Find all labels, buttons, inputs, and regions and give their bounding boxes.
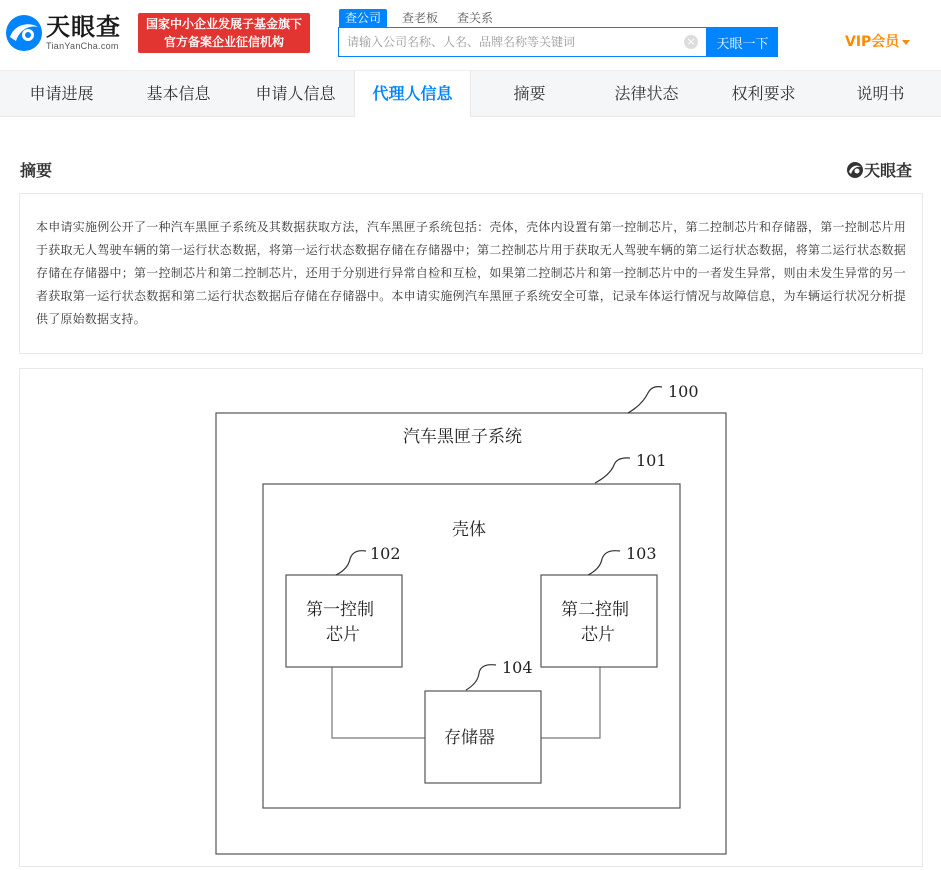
caret-down-icon [902, 40, 910, 45]
tab-application-progress[interactable]: 申请进展 [29, 84, 94, 103]
housing-ref-leader [595, 458, 630, 483]
memory-ref: 104 [502, 658, 533, 677]
system-ref-leader [628, 387, 662, 413]
badge-line-1: 国家中小企业发展子基金旗下 [145, 17, 302, 31]
tab-applicant-info[interactable]: 申请人信息 [255, 84, 336, 103]
system-label: 汽车黑匣子系统 [403, 427, 522, 447]
tab-search-company[interactable]: 查公司 [339, 9, 387, 27]
chip2-box [541, 575, 657, 667]
clear-icon[interactable]: × [684, 35, 698, 49]
tab-claims[interactable]: 权利要求 [731, 84, 796, 103]
tab-basic-info[interactable]: 基本信息 [146, 84, 211, 103]
system-ref: 100 [668, 382, 699, 401]
chip1-label-line1: 第一控制 [306, 600, 374, 620]
tab-legal-status[interactable]: 法律状态 [614, 84, 679, 103]
patent-nav-tabs [0, 70, 941, 117]
patent-figure [19, 368, 923, 867]
memory-ref-leader [466, 665, 496, 690]
tab-description[interactable]: 说明书 [856, 84, 905, 103]
vip-member-link[interactable] [845, 32, 910, 52]
tianyancha-logo-icon [4, 13, 44, 53]
search-input[interactable] [339, 28, 679, 56]
chip1-box [286, 575, 402, 667]
chip1-label-line2: 芯片 [326, 625, 360, 645]
chip1-ref: 102 [370, 544, 401, 563]
tab-agent-info[interactable]: 代理人信息 [354, 71, 471, 117]
search-box [338, 27, 707, 57]
logo-subtitle: TianYanCha.com [46, 41, 119, 51]
brand-watermark [846, 158, 912, 180]
header [0, 0, 941, 70]
chip1-ref-leader [336, 551, 366, 575]
chip2-ref: 103 [626, 544, 657, 563]
tab-search-boss[interactable]: 查老板 [402, 11, 439, 25]
tab-abstract[interactable]: 摘要 [513, 84, 546, 103]
housing-ref: 101 [636, 451, 667, 470]
search-button[interactable]: 天眼一下 [707, 27, 778, 57]
logo[interactable] [4, 10, 132, 56]
housing-label: 壳体 [452, 520, 486, 540]
official-badge [138, 13, 310, 53]
badge-line-2: 官方备案企业征信机构 [163, 35, 284, 49]
block-diagram [20, 369, 924, 868]
abstract-text: 本申请实施例公开了一种汽车黑匣子系统及其数据获取方法，汽车黑匣子系统包括：壳体，壳体内设置有第一控制芯片，第二控制芯片和存储器，第一控制芯片用于获取无人驾驶车辆的第一运行状态数据，将第一运行状态数据存储在存储器中；第二控制芯片用于获取无人驾驶车辆的第二运行状态数据，将第二运行状态数据存储在存储器中；第一控制芯片和第二控制芯片，还用于分别进行异常自检和互检，如果第二控制芯片和第一控制芯片中的一者发生异常，则由未发生异常的另一者获取第一运行状态数据和第二运行状态数据后存储在存储器中。本申请实施例汽车黑匣子系统安全可靠，记录车体运行情况与故障信息，为车辆运行状况分析提供了原始数据支持。 [19, 193, 923, 354]
vip-label: VIP会员 [845, 34, 900, 50]
chip2-label-line1: 第二控制 [561, 600, 629, 620]
brand-text: 天眼查 [864, 161, 913, 180]
memory-label: 存储器 [444, 728, 495, 748]
tianyancha-mini-icon [846, 161, 864, 179]
logo-text: 天眼查 [46, 13, 121, 41]
chip2-ref-leader [588, 551, 620, 575]
chip2-label-line2: 芯片 [581, 625, 615, 645]
section-title: 摘要 [20, 161, 53, 180]
tab-search-relation[interactable]: 查关系 [457, 11, 494, 25]
